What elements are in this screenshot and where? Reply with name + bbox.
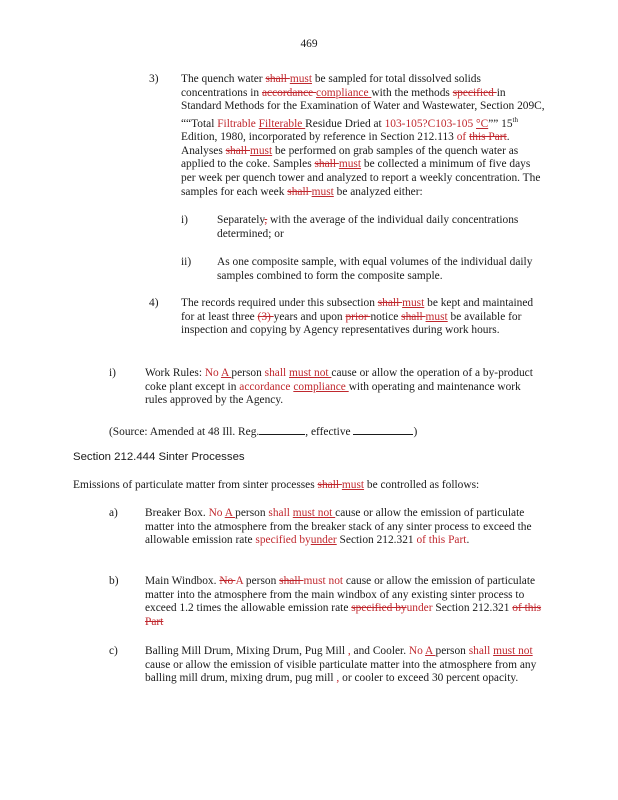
sub-i-label: i) xyxy=(181,214,188,226)
sub-ii-label: ii) xyxy=(181,256,192,268)
sub-ii-text: As one composite sample, with equal volumes of the individual daily samples combined to form the composite sample. xyxy=(217,256,533,282)
page-number: 469 xyxy=(300,38,318,50)
item-c-label: c) xyxy=(109,645,118,657)
effective-blank xyxy=(353,423,413,435)
item-3-label: 3) xyxy=(149,73,159,85)
section-title: Section 212.444 Sinter Processes xyxy=(73,451,245,463)
main-windbox-text: Main Windbox. No A person shall must not cause or allow the emission of particulate matter into the atmosphere from the main windbox of any existing sinter process to exceed 1.2 times the allowable emission rate specified byunder Section 212.321 of this Part xyxy=(145,575,542,628)
item-a-label: a) xyxy=(109,507,118,519)
sub-i-text: Separately, with the average of the individual daily concentrations determined; or xyxy=(217,214,519,240)
section-intro: Emissions of particulate matter from sinter processes shall must be controlled as follows: xyxy=(73,479,480,491)
balling-mill-text: Balling Mill Drum, Mixing Drum, Pug Mill , and Cooler. No A person shall must not cause or allow the emission of visible particulate matter into the atmosphere from any balling mill drum, mixing drum, pug mill , or cooler to exceed 30 percent opacity. xyxy=(145,645,537,685)
item-4-label: 4) xyxy=(149,297,159,309)
item-4-text: The records required under this subsection shall must be kept and maintained for at least three (3) years and upon prior notice shall must be available for inspection and copying by Agency representatives during work hours. xyxy=(181,297,534,337)
work-rules-text: Work Rules: No A person shall must not cause or allow the operation of a by-product coke plant except in accordance compliance with operating and maintenance work rules approved by the Agency. xyxy=(145,367,533,407)
reg-blank xyxy=(259,423,305,435)
item-i-label: i) xyxy=(109,367,116,379)
item-b-label: b) xyxy=(109,575,119,587)
source-note: (Source: Amended at 48 Ill. Reg. , effective ) xyxy=(109,423,549,440)
breaker-box-text: Breaker Box. No A person shall must not cause or allow the emission of particulate matter into the atmosphere from the breaker stack of any sinter process to exceed the allowable emission rate specified byunder Section 212.321 of this Part. xyxy=(145,507,532,547)
item-3-text: The quench water shall must be sampled for total dissolved solids concentrations in accordance compliance with the methods specified in Standard Methods for the Examination of Water and Wastewater, Section 209C, ““Total Filtrable Filterable Residue Dried at 103-105?C103-105 °C”” 15th Edition, 1980, incorporated by reference in Section 212.113 of this Part. Analyses shall must be performed on grab samples of the quench water as applied to the coke. Samples shall must be collected a minimum of five days per week per quench tower and analyzed to report a weekly concentration. The samples for each week shall must be analyzed either: xyxy=(181,73,545,198)
